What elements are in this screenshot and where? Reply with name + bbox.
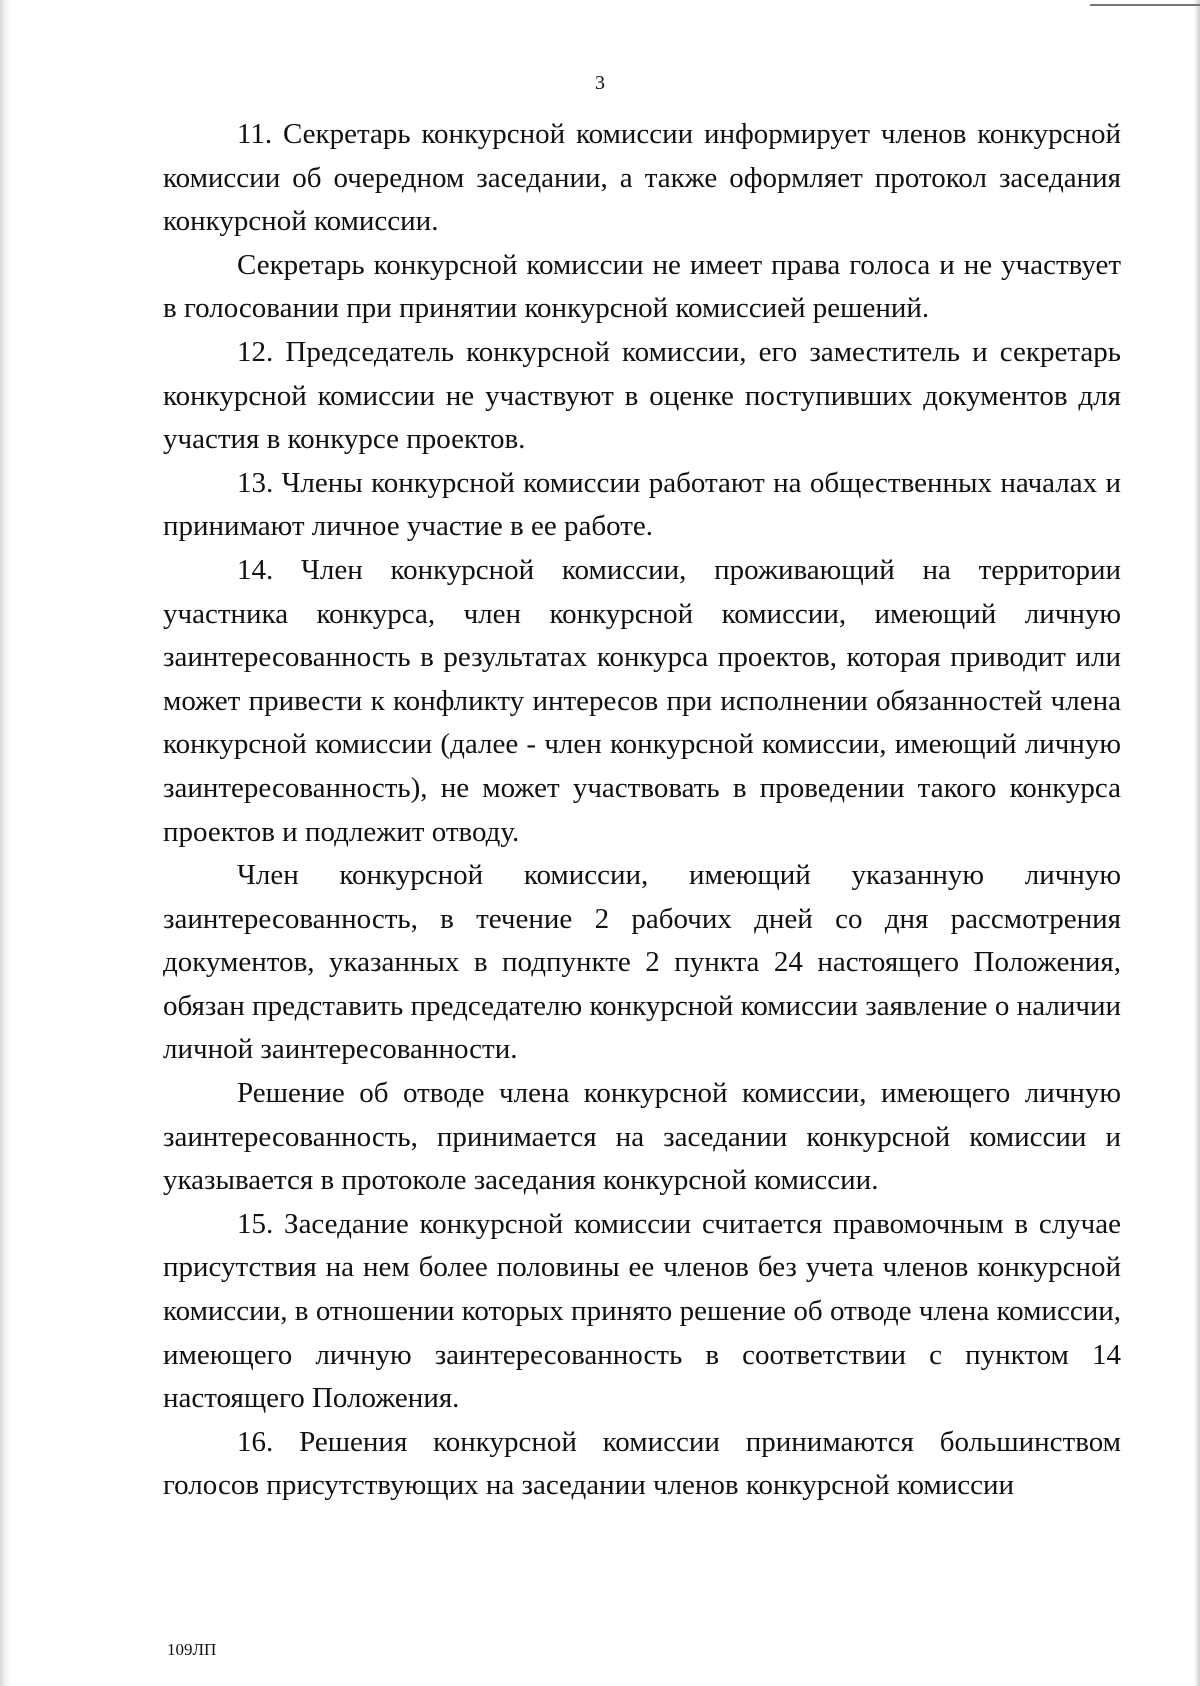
paragraph-12: 12. Председатель конкурсной комиссии, его заместитель и секретарь конкурсной комиссии не участвуют в оценке поступивших документов для участия в конкурсе проектов. [163, 335, 1121, 456]
scan-edge-top-right [1090, 4, 1200, 6]
page-number: 3 [595, 72, 605, 94]
paragraph-14-statement: Член конкурсной комиссии, имеющий указанную личную заинтересованность, в течение 2 рабочих дней со дня рассмотрения документов, указанных в подпункте 2 пункта 24 настоящего Положения, обязан представить председателю конкурсной комиссии заявление о наличии личной заинтересованности. [163, 859, 1121, 1066]
paragraph-13: 13. Члены конкурсной комиссии работают на общественных началах и принимают личное участие в ее работе. [163, 466, 1121, 543]
paragraph-16: 16. Решения конкурсной комиссии принимаются большинством голосов присутствующих на заседании членов конкурсной комиссии [163, 1425, 1121, 1502]
document-body [163, 113, 1121, 1508]
paragraph-11: 11. Секретарь конкурсной комиссии информирует членов конкурсной комиссии об очередном заседании, а также оформляет протокол заседания конкурсной комиссии. [163, 118, 1121, 238]
paragraph-14-decision: Решение об отводе члена конкурсной комиссии, имеющего личную заинтересованность, принимается на заседании конкурсной комиссии и указывается в протоколе заседания конкурсной комиссии. [163, 1077, 1121, 1197]
paragraph-15: 15. Заседание конкурсной комиссии считается правомочным в случае присутствия на нем более половины ее членов без учета членов конкурсной комиссии, в отношении которых принято решение об отводе члена комиссии, имеющего личную заинтересованность в соответствии с пунктом 14 настоящего Положения. [163, 1207, 1121, 1415]
paragraph-11-secretary: Секретарь конкурсной комиссии не имеет права голоса и не участвует в голосовании при принятии конкурсной комиссией решений. [163, 248, 1121, 325]
footer-document-code: 109ЛП [167, 1640, 217, 1659]
paragraph-14: 14. Член конкурсной комиссии, проживающий на территории участника конкурса, член конкурсной комиссии, имеющий личную заинтересованность в результатах конкурса проектов, которая приводит или может привести к конфликту интересов при исполнении обязанностей члена конкурсной комиссии (далее - член конкурсной комиссии, имеющий личную заинтересованность), не может участвовать в проведении такого конкурса проектов и подлежит отводу. [163, 553, 1121, 848]
scan-edge-right [1194, 0, 1200, 1686]
scan-edge-left [0, 0, 10, 1686]
